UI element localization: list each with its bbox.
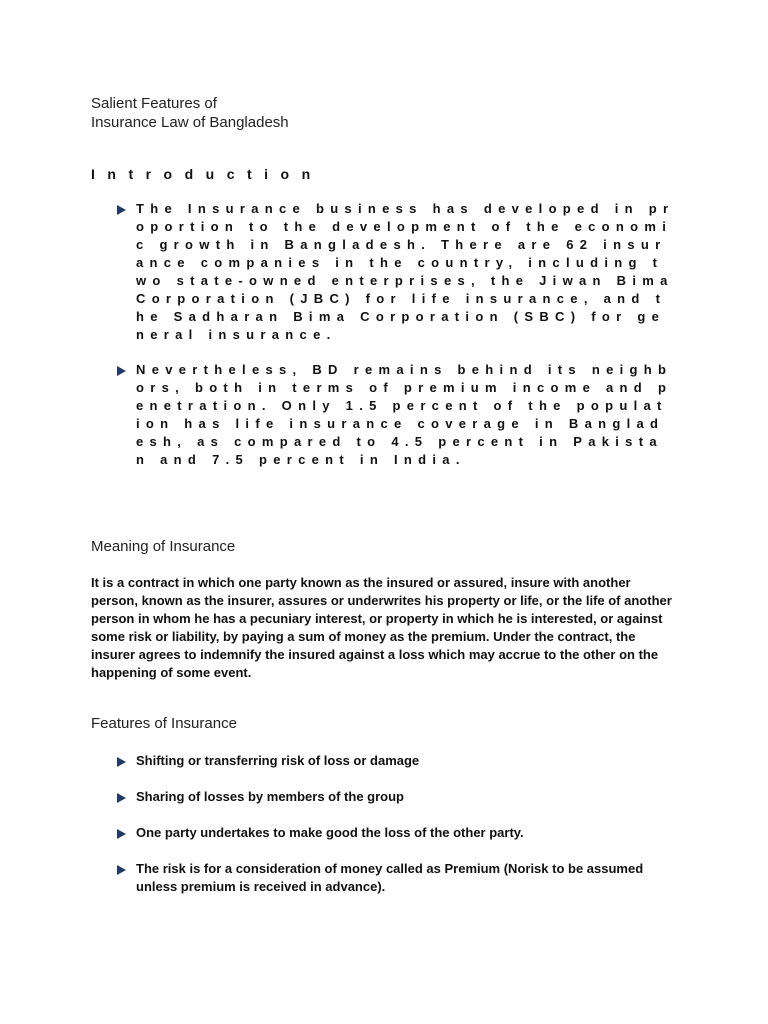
introduction-bullet-text: The Insurance business has developed in proportion to the development of the economic growth in Bangladesh. There are 62 insurance companies in the country, including two state-owned enterprises, the Jiwan Bima Corporation (JBC) for life insurance, and the Sadharan Bima Corporation (SBC) for general insurance. (136, 201, 675, 342)
triangle-right-icon (117, 829, 126, 839)
title-line-1: Salient Features of (91, 95, 217, 112)
document-title (91, 94, 289, 132)
list-item (117, 824, 677, 842)
meaning-paragraph: It is a contract in which one party known as the insured or assured, insure with another person, known as the insurer, assures or underwrites his property or life, or the life of another person in whom he has a pecuniary interest, or property in which he is interested, or against some risk or liability, by paying a sum of money as the premium. Under the contract, the insurer agrees to indemnify the insured against a loss which may accrue to the other on the happening of some event. (91, 575, 672, 680)
introduction-list (117, 200, 677, 469)
introduction-bullet-text: Nevertheless, BD remains behind its neighbors, both in terms of premium income and penetration. Only 1.5 percent of the population has life insurance coverage in Bangladesh, as compared to 4.5 percent in Pakistan and 7.5 percent in India. (136, 362, 673, 467)
triangle-right-icon (117, 865, 126, 875)
feature-text: The risk is for a consideration of money called as Premium (Norisk to be assumed unless premium is received in advance). (136, 861, 644, 894)
title-line-2: Insurance Law of Bangladesh (91, 114, 289, 131)
triangle-right-icon (117, 757, 126, 767)
features-heading: Features of Insurance (91, 715, 237, 732)
list-item (117, 200, 677, 344)
meaning-heading: Meaning of Insurance (91, 538, 236, 555)
feature-text: Sharing of losses by members of the group (136, 789, 404, 804)
list-item (117, 361, 677, 469)
triangle-right-icon (117, 793, 126, 803)
list-item (117, 788, 677, 806)
list-item (117, 860, 677, 896)
triangle-right-icon (117, 205, 126, 215)
triangle-right-icon (117, 366, 126, 376)
list-item (117, 752, 677, 770)
introduction-heading: Introduction (91, 166, 323, 182)
feature-text: One party undertakes to make good the loss of the other party. (136, 825, 524, 840)
features-list (117, 752, 677, 914)
feature-text: Shifting or transferring risk of loss or damage (136, 753, 420, 768)
